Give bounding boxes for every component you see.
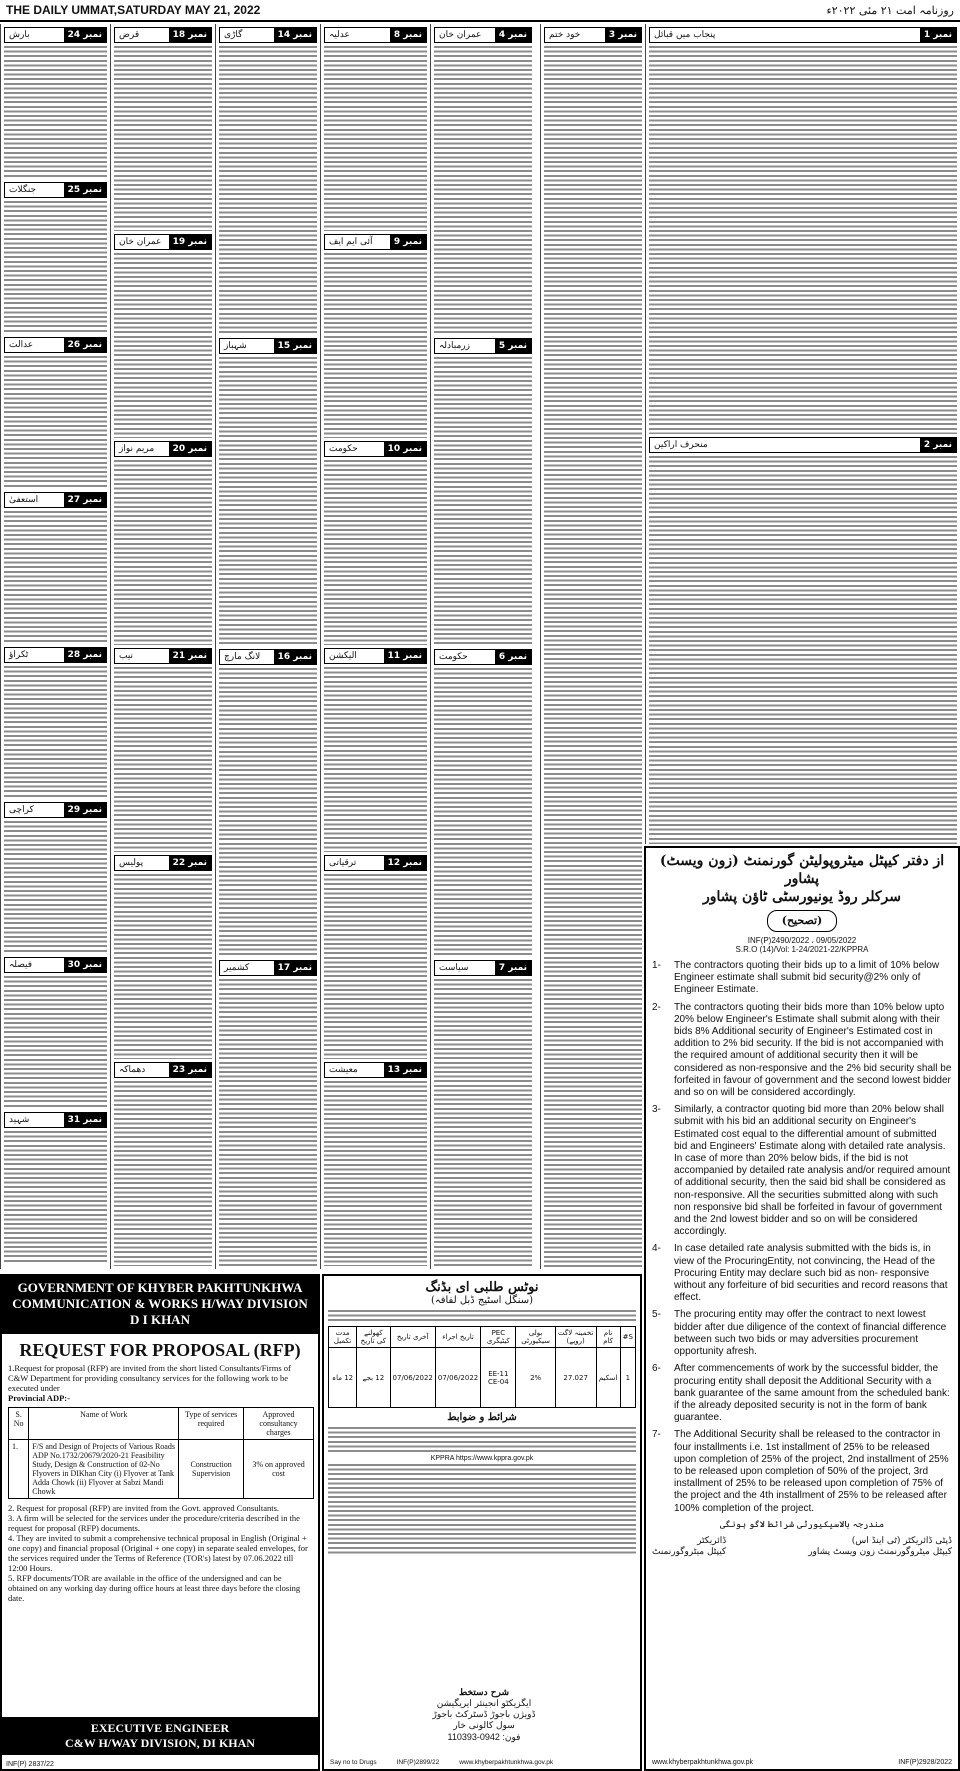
- section-heading: [434, 960, 532, 976]
- rfp-footer-band: [2, 1717, 318, 1755]
- notice-col-header: مدت تکمیل: [329, 1327, 357, 1348]
- article-text: [4, 821, 107, 954]
- article-text: [324, 1081, 427, 1266]
- section-number: نمبر 14: [274, 28, 316, 42]
- notice-cell: 1: [620, 1348, 635, 1408]
- section-title: حکومت: [329, 444, 358, 454]
- section-heading: [324, 234, 427, 250]
- article-text: [114, 253, 212, 438]
- rfp-col-sno: S. No: [9, 1408, 29, 1440]
- list-item-number: 6-: [652, 1363, 661, 1375]
- section-number: نمبر 8: [390, 28, 426, 42]
- section-number: نمبر 28: [64, 648, 106, 662]
- section-number: نمبر 4: [495, 28, 531, 42]
- urdu-masthead: روزنامہ امت ۲۱ مئی ۲۰۲۲ء: [826, 3, 954, 17]
- section-title: عدلیہ: [329, 30, 350, 40]
- section-title: ترقیاتی: [329, 858, 357, 868]
- news-column: [0, 24, 110, 1269]
- pesh-footer: [652, 1759, 952, 1766]
- list-item-text: The contractors quoting their bids more than 10% below upto 20% below Engineer's Estimate shall submit along with their bids 8% Additional security of Engineer's Estimated cost in addition to 2% bid security. If the bid is not accompanied with the required amount of additional security then it will be considered as non-responsive and the 2% bid security shall be forfeited in favour of government and the second lowest bidder and so on will be considered accordingly.: [674, 1001, 952, 1099]
- deputy-director: ڈپٹی ڈائریکٹر (ٹی اینڈ اس): [851, 1535, 952, 1546]
- list-item-number: 1-: [652, 960, 661, 971]
- pesh-office: از دفتر کیپٹل میٹروپولیٹن گورنمنٹ (زون ویسٹ): [659, 853, 945, 869]
- notice-cell: 07/06/2022: [390, 1348, 435, 1408]
- article-text: [324, 874, 427, 1059]
- table-row: [329, 1348, 636, 1408]
- article-text: [114, 874, 212, 1059]
- article-text: [219, 46, 317, 335]
- section-heading: [434, 27, 532, 43]
- section-title: پنجاب میں قبائل: [654, 30, 716, 40]
- article-text: [114, 460, 212, 645]
- section-title: گاڑی: [224, 30, 243, 40]
- section-title: شہید: [9, 1115, 30, 1125]
- rfp-point-4: 4. They are invited to submit a comprehensive technical proposal in English (Original + one copy) and financial proposal (Original + one copy) in separate sealed envelopes, for the services required under the Terms of Reference (TOR's) latest by 07.06.2022 till 12:00 Hours.: [8, 1533, 308, 1573]
- news-column: [110, 24, 215, 1269]
- notice-cell: 07/06/2022: [435, 1348, 480, 1408]
- section-number: نمبر 26: [64, 338, 106, 352]
- article-text: [4, 1131, 107, 1264]
- section-number: نمبر 1: [920, 28, 956, 42]
- article-text: [114, 1081, 212, 1266]
- section-title: بارش: [9, 30, 30, 40]
- terms-heading: شرائط و ضوابط: [447, 1412, 517, 1423]
- notice-footer: [330, 1759, 553, 1766]
- article-text: [324, 46, 427, 231]
- article-text: [434, 668, 532, 957]
- rfp-table: [8, 1407, 314, 1499]
- signature-label: شرح دستخط: [458, 1688, 510, 1698]
- rfp-col-work: Name of Work: [29, 1408, 179, 1440]
- notice-col-header: S#: [620, 1327, 635, 1348]
- article-text: [4, 976, 107, 1109]
- article-text: [324, 667, 427, 852]
- section-title: جنگلات: [9, 185, 37, 195]
- notice-intro-text: [328, 1310, 636, 1324]
- article-text: [114, 667, 212, 852]
- section-heading: [649, 437, 957, 453]
- article-text: [4, 666, 107, 799]
- kppra-link[interactable]: KPPRA https://www.kppra.gov.pk: [430, 1455, 534, 1462]
- notice-col-header: نام کام: [596, 1327, 620, 1348]
- section-heading: [434, 338, 532, 354]
- notice-title: نوٹس طلبی ای بڈنگ: [425, 1280, 539, 1295]
- list-item-number: 7-: [652, 1429, 661, 1441]
- capital-metro-advertisement: [644, 846, 960, 1771]
- list-item: [652, 1363, 952, 1424]
- pesh-ref-number: INF(P)2928/2022: [898, 1759, 952, 1766]
- section-number: نمبر 31: [64, 1113, 106, 1127]
- list-item: [652, 1002, 952, 1100]
- section-title: حکومت: [439, 652, 468, 662]
- section-heading: [219, 649, 317, 665]
- rfp-ref-number: INF(P) 2837/22: [6, 1761, 54, 1768]
- section-number: نمبر 5: [495, 339, 531, 353]
- section-heading: [4, 1112, 107, 1128]
- list-item-text: The Additional Security shall be released to the contractor in four installments i.e. 1st installment of 25% to be released upon completion of 25% of the project, 2nd installment of 25% to be released upon completion of 50% of the project, 3rd installment of 25% to be released upon completion of 75% of the project and the 4th installment of 25% to be released after 100% completion of the project.: [674, 1429, 949, 1514]
- news-column: [540, 24, 645, 1269]
- section-heading: [324, 1062, 427, 1078]
- rfp-officer: EXECUTIVE ENGINEER: [90, 1721, 230, 1735]
- section-number: نمبر 6: [495, 650, 531, 664]
- section-title: عمران خان: [119, 237, 162, 247]
- notice-cell: 12 ماہ: [329, 1348, 357, 1408]
- section-number: نمبر 12: [384, 856, 426, 870]
- notice-col-header: آخری تاریخ: [390, 1327, 435, 1348]
- section-title: دھماکہ: [119, 1065, 146, 1075]
- list-item: [652, 1309, 952, 1358]
- section-title: سیاست: [439, 963, 469, 973]
- pesh-closing: مندرجہ بالاسیکیورٹی شرائط لاگو ہونگی: [719, 1519, 885, 1530]
- article-text: [219, 979, 317, 1268]
- rfp-intro: 1.Request for proposal (RFP) are invited from the short listed Consultants/Firms of C&W Department for providing consultancy services for the following work to be executed under: [8, 1363, 291, 1393]
- pesh-address: سرکلر روڈ یونیورسٹی ٹاؤن پشاور: [703, 889, 901, 905]
- notice-cell: 27.027: [555, 1348, 596, 1408]
- section-number: نمبر 29: [64, 803, 106, 817]
- news-column: [645, 24, 960, 844]
- signatory-address: سول کالونی خار: [453, 1721, 515, 1731]
- list-item-number: 3-: [652, 1104, 661, 1116]
- list-item-text: After commencements of work by the successful bidder, the procuring entity shall deposit the Additional Security with a bank guarantee of the same amount from the scheduled bank: if the already deposited security is not in the form of bank guarantee.: [674, 1363, 950, 1424]
- article-text: [219, 668, 317, 957]
- director-office: کیپٹل میٹروگورنمنٹ: [652, 1546, 727, 1557]
- section-title: شہباز: [224, 341, 247, 351]
- rfp-header-band: [2, 1276, 318, 1334]
- section-heading: [324, 27, 427, 43]
- section-title: ٹکراؤ: [9, 650, 29, 660]
- signatory-phone: فون: 0942-110393: [447, 1732, 521, 1742]
- section-heading: [4, 802, 107, 818]
- section-title: کشمیر: [224, 963, 250, 973]
- section-heading: [324, 441, 427, 457]
- rfp-row-no: 1.: [9, 1440, 29, 1499]
- section-number: نمبر 13: [384, 1063, 426, 1077]
- section-title: عدالت: [9, 340, 34, 350]
- rfp-point-3: 3. A firm will be selected for the services under the procedure/criteria described in the request for proposal (RFP) documents.: [8, 1513, 300, 1533]
- section-title: قرض: [119, 30, 140, 40]
- section-heading: [4, 182, 107, 198]
- article-text: [4, 46, 107, 179]
- section-title: الیکشن: [329, 651, 357, 661]
- section-heading: [114, 1062, 212, 1078]
- rfp-row-type: Construction Supervision: [179, 1440, 244, 1499]
- rfp-point-5: 5. RFP documents/TOR are available in the office of the undersigned and can be obtained on any working day during office hours at least three days before the closing date.: [8, 1573, 301, 1603]
- section-heading: [219, 27, 317, 43]
- section-number: نمبر 21: [169, 649, 211, 663]
- notice-website[interactable]: www.khyberpakhtunkhwa.gov.pk: [459, 1759, 554, 1766]
- list-item-number: 4-: [652, 1243, 661, 1255]
- article-text: [4, 201, 107, 334]
- rfp-provincial-adp: Provincial ADP:-: [8, 1393, 70, 1403]
- section-title: مریم نواز: [119, 444, 155, 454]
- table-row: [9, 1440, 314, 1499]
- list-item-text: The contractors quoting their bids up to a limit of 10% below Engineer estimate shall submit bid security@2% only of Engineer Estimate.: [674, 960, 940, 996]
- section-heading: [324, 855, 427, 871]
- section-heading: [434, 649, 532, 665]
- notice-cell: 2%: [516, 1348, 555, 1408]
- section-heading: [4, 647, 107, 663]
- signatory-division: ڈویژن باجوڑ ڈسٹرکٹ باجوڑ: [432, 1710, 536, 1720]
- section-number: نمبر 3: [605, 28, 641, 42]
- section-title: منحرف اراکین: [654, 440, 708, 450]
- pesh-sign-right: [808, 1536, 952, 1558]
- news-column: [215, 24, 320, 1269]
- pesh-sro: S.R.O (14)/Vol: 1-24/2021-22/KPPRA: [735, 945, 869, 954]
- article-text: [434, 46, 532, 335]
- pesh-reference: [652, 936, 952, 954]
- section-number: نمبر 19: [169, 235, 211, 249]
- rfp-division: COMMUNICATION & WORKS H/WAY DIVISION: [12, 1296, 308, 1311]
- pesh-signatures: [652, 1536, 952, 1558]
- pesh-header: [652, 852, 952, 936]
- article-text: [649, 456, 957, 844]
- section-number: نمبر 10: [384, 442, 426, 456]
- section-heading: [544, 27, 642, 43]
- section-heading: [4, 957, 107, 973]
- section-number: نمبر 22: [169, 856, 211, 870]
- article-text: [324, 460, 427, 645]
- section-number: نمبر 15: [274, 339, 316, 353]
- newspaper-date-title: THE DAILY UMMAT,SATURDAY MAY 21, 2022: [6, 3, 261, 17]
- rfp-point-2: 2. Request for proposal (RFP) are invited from the Govt. approved Consultants.: [8, 1503, 280, 1513]
- notice-col-header: بولی سیکیورٹی: [516, 1327, 555, 1348]
- section-number: نمبر 16: [274, 650, 316, 664]
- section-number: نمبر 25: [64, 183, 106, 197]
- list-item: [652, 960, 952, 997]
- notice-signature: [414, 1688, 554, 1743]
- rfp-title: REQUEST FOR PROPOSAL (RFP): [19, 1340, 301, 1360]
- notice-col-header: تخمینہ لاگت (روپے): [555, 1327, 596, 1348]
- section-number: نمبر 23: [169, 1063, 211, 1077]
- section-heading: [114, 441, 212, 457]
- notice-ref-number: INF(P)2899/22: [396, 1759, 440, 1766]
- news-column: [430, 24, 535, 1269]
- ebidding-notice: [322, 1274, 642, 1771]
- notice-cell: 12 بجے: [357, 1348, 390, 1408]
- article-text: [324, 253, 427, 438]
- correction-badge: (تصحیح): [767, 910, 838, 932]
- section-number: نمبر 27: [64, 493, 106, 507]
- director: ڈائریکٹر: [697, 1535, 727, 1546]
- section-heading: [219, 960, 317, 976]
- section-number: نمبر 2: [920, 438, 956, 452]
- list-item: [652, 1104, 952, 1238]
- deputy-office: کیپٹل میٹروگورنمنٹ زون ویسٹ پشاور: [808, 1546, 952, 1557]
- section-heading: [4, 337, 107, 353]
- section-number: نمبر 9: [390, 235, 426, 249]
- list-item-text: In case detailed rate analysis submitted with the bids is, in view of the ProcuringEntity, not convincing, the Head of the Procuring Entity may declare such bid as non- responsive without any forfeiture of bid securities and record reasons that effect.: [674, 1243, 948, 1304]
- section-number: نمبر 24: [64, 28, 106, 42]
- notice-table: [328, 1326, 636, 1408]
- rfp-office: C&W H/WAY DIVISION, DI KHAN: [65, 1736, 255, 1750]
- section-title: زرمبادلہ: [439, 341, 470, 351]
- masthead: [0, 0, 960, 22]
- section-title: آئی ایم ایف: [329, 237, 373, 247]
- section-heading: [114, 27, 212, 43]
- pesh-conditions-list: [652, 960, 952, 1515]
- pesh-city: پشاور: [784, 871, 820, 887]
- list-item-number: 2-: [652, 1001, 661, 1013]
- rfp-col-charges: Approved consultancy charges: [244, 1408, 314, 1440]
- list-item: [652, 1429, 952, 1514]
- rfp-city: D I KHAN: [130, 1312, 190, 1327]
- section-title: پولیس: [119, 858, 144, 868]
- article-text: [114, 46, 212, 231]
- section-title: نیب: [119, 651, 134, 661]
- signatory-title: ایگزیکٹو انجینئر ایریگیشن: [436, 1699, 532, 1709]
- section-number: نمبر 11: [384, 649, 426, 663]
- section-heading: [114, 648, 212, 664]
- section-title: عمران خان: [439, 30, 482, 40]
- list-item-text: Similarly, a contractor quoting bid more than 20% below shall submit with his bid an additional security on Engineer's Estimated cost equal to the differential amount of submitted bid and Engineers' Estimate along with detailed rate analysis. In case of more than 20% below bids, if the bid is not accompanied by detailed rate analysis and/or required amount of additional security, then the said bid shall be considered as non-responsive. All the securities submitted along with such non responsive bid shall be forfeited in favour of government and the 2nd lowest bidder and so on will be considered accordingly.: [674, 1104, 951, 1238]
- news-column: [320, 24, 430, 1269]
- section-title: استعفیٰ: [9, 495, 39, 505]
- list-item-text: The procuring entity may offer the contract to next lowest bidder after due diligence of the context of financial difference between such two bids or may adversities procurement opportunity afresh.: [674, 1309, 947, 1358]
- article-text: [4, 511, 107, 644]
- rfp-col-type: Type of services required: [179, 1408, 244, 1440]
- article-text: [544, 46, 642, 1269]
- pesh-ref-line: INF(P)2490/2022 ، 09/05/2022: [747, 936, 857, 945]
- section-number: نمبر 30: [64, 958, 106, 972]
- list-item-number: 5-: [652, 1309, 661, 1321]
- section-number: نمبر 18: [169, 28, 211, 42]
- say-no-to-drugs: Say no to Drugs: [330, 1759, 377, 1766]
- article-text: [4, 356, 107, 489]
- section-title: لانگ مارچ: [224, 652, 261, 662]
- rfp-advertisement: [0, 1274, 320, 1771]
- notice-terms: [328, 1427, 636, 1554]
- article-text: [434, 979, 532, 1268]
- section-title: معیشت: [329, 1065, 358, 1075]
- section-number: نمبر 20: [169, 442, 211, 456]
- article-text: [649, 46, 957, 434]
- notice-subtitle: (سنگل اسٹیج ڈبل لفافہ): [430, 1295, 534, 1306]
- section-title: فیصلہ: [9, 960, 33, 970]
- notice-col-header: تاریخ اجراء: [435, 1327, 480, 1348]
- section-heading: [4, 27, 107, 43]
- pesh-website[interactable]: www.khyberpakhtunkhwa.gov.pk: [652, 1759, 754, 1766]
- section-number: نمبر 7: [495, 961, 531, 975]
- section-number: نمبر 17: [274, 961, 316, 975]
- article-text: [434, 357, 532, 646]
- notice-col-header: کھولنے کی تاریخ: [357, 1327, 390, 1348]
- section-heading: [114, 234, 212, 250]
- section-title: خود ختم: [549, 30, 581, 40]
- section-heading: [219, 338, 317, 354]
- section-heading: [324, 648, 427, 664]
- notice-col-header: PEC کیٹیگری: [481, 1327, 516, 1348]
- section-heading: [114, 855, 212, 871]
- rfp-gov-name: GOVERNMENT OF KHYBER PAKHTUNKHWA: [17, 1280, 303, 1295]
- section-heading: [4, 492, 107, 508]
- pesh-sign-left: [652, 1536, 726, 1558]
- list-item: [652, 1243, 952, 1304]
- rfp-row-work: F/S and Design of Projects of Various Roads ADP No.1732/20679/2020-21 Feasibility Study, Design & Construction of 02-No Flyovers in DIKhan City (i) Flyover at Tank Adda Chowk (ii) Flyover at Sabzi Mandi Chowk: [29, 1440, 179, 1499]
- table-header-row: [329, 1327, 636, 1348]
- article-text: [219, 357, 317, 646]
- section-heading: [649, 27, 957, 43]
- rfp-row-charges: 3% on approved cost: [244, 1440, 314, 1499]
- notice-cell: EE-11 CE-04: [481, 1348, 516, 1408]
- notice-cell: اسکیم: [596, 1348, 620, 1408]
- section-title: کراچی: [9, 805, 34, 815]
